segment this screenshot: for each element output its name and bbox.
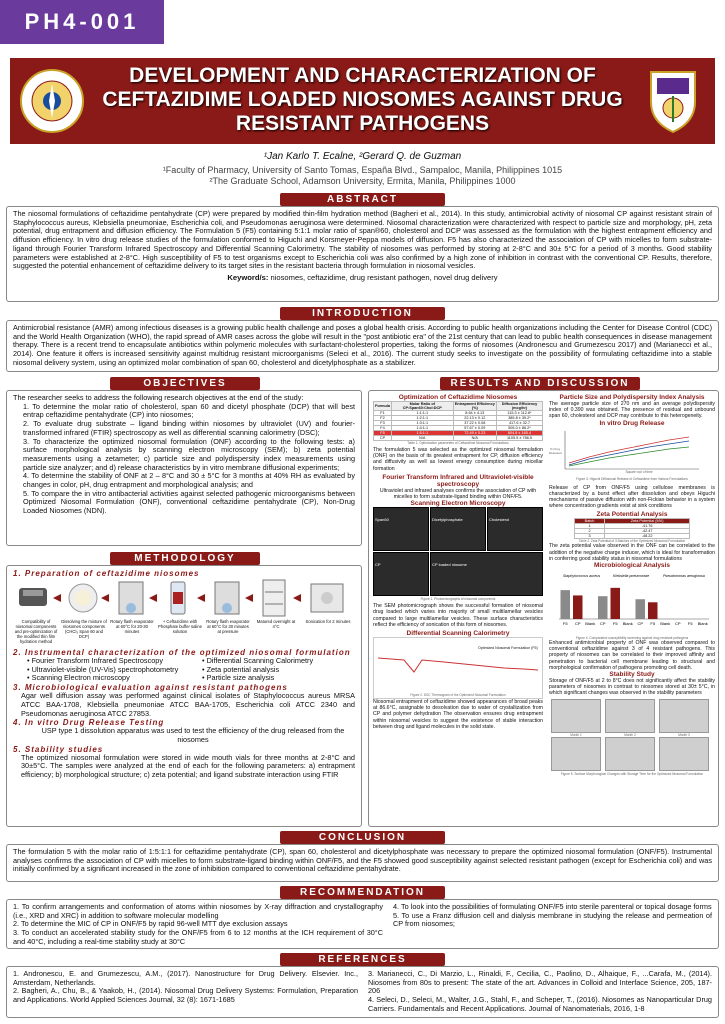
authors: ¹Jan Karlo T. Ecalne, ²Gerard Q. de Guzman — [263, 151, 462, 162]
abstract-heading: ABSTRACT — [280, 193, 445, 206]
objectives-list — [13, 403, 355, 516]
tick-label: F5 — [650, 621, 656, 627]
sem-title: Scanning Electron Microscopy — [410, 500, 506, 508]
tick-label: CP — [637, 621, 644, 627]
figure-4-caption: Figure 4. Comparative susceptibility screening against drug resistant pathogens — [575, 636, 689, 641]
prep-step: Rotary flash evaporator at 60°C for 30 minutes at pressure — [206, 619, 250, 634]
method-step-4-title: 4. In vitro Drug Release Testing — [13, 718, 165, 728]
preparation-flow — [13, 578, 355, 648]
figure-1-caption: Figure 1. Photomicrographs of niosomal components — [420, 597, 496, 602]
sem-image: Dicetylphosphate — [430, 507, 486, 551]
objective-item: 3. To characterize the optimized niosomal formulation (ONF) according to the following tests: a) surface morphological analysis by scanning electron microscopy (SEM); b) zeta potential measurements using a zetameter; c) particle size and polydispersity index measurements using particle size analyzer; and d) release characteristics by in vitro membrane diffusional experiments; — [23, 436, 355, 472]
objectives-heading: OBJECTIVES — [110, 377, 260, 390]
recommendation-item: 5. To use a Franz diffusion cell and dialysis membrane in studying the release and permeation of CP from niosomes; — [393, 910, 712, 929]
prep-step: Dissolving the mixture of niosomes components (CHCl₃ Span 60 and DCP) — [61, 619, 107, 639]
objective-item: 2. To evaluate drug substrate – ligand binding within niosomes by ultraviolet (UV) and fourier-transformed infrared (FTIR) spectroscopy as well as differential scanning calorimetry (DSC); — [23, 419, 355, 437]
legend-entry: Pseudomonas aeruginosa — [663, 574, 705, 579]
release-title: In vitro Drug Release — [599, 419, 665, 427]
sem-image: Cholesterol — [487, 507, 543, 551]
abstract-box — [6, 206, 719, 302]
stability-label: Month 2 — [624, 732, 636, 737]
sem-image: CP — [373, 552, 429, 596]
keywords-label: Keyword/s: — [227, 272, 269, 282]
dsc-title: Differential Scanning Calorimetry — [406, 630, 510, 638]
affiliation-1: ¹Faculty of Pharmacy, University of Santo Tomas, España Blvd., Sampaloc, Manila, Philippines 1015 — [162, 165, 563, 175]
sem-image: Span60 — [373, 507, 429, 551]
instrument-item: • Scanning Electron microscopy — [27, 673, 130, 683]
zeta-text: The zeta potential value observed in the ONF can be correlated to the addition of the negative charge inducer, which is ideal for transformation in conferring good stability status in niosomal formulations — [549, 543, 715, 562]
stability-label: Month 3 — [678, 732, 690, 737]
recommendation-item: 3. To conduct an accelerated stability study for the ONF/F5 from 6 to 12 months at the ICH requirement of 30°C and 40°C, including a real-time stability study at 30°C — [13, 928, 383, 946]
recommendation-box — [6, 899, 719, 949]
results-col-1 — [373, 394, 543, 730]
tick-label: F5 — [562, 621, 568, 627]
microbiological-bar-chart — [549, 569, 715, 631]
table-2-caption: Table 2. Zeta Potential of 3 Batches of the Optimized Niosomal Formulation — [578, 539, 686, 544]
stability-image — [605, 699, 655, 733]
prep-step: Matured overnight at 4°C — [256, 619, 296, 629]
methodology-heading: METHODOLOGY — [110, 552, 260, 565]
ftir-text: Ultraviolet and infrared analyses confirms the association of CP with micelles to form substrate-ligand binding within ONF/F5. — [379, 487, 537, 501]
introduction-heading: INTRODUCTION — [280, 307, 445, 320]
sem-text: The SEM photomicrograph shows the successful formation of niosomal drug loaded which varies into majority of small multilamellar vesicles compared to large multilamellar vesicles. These surface characteristics reflect the efficiency of sonication of this form of niosomes. — [373, 603, 543, 628]
conclusion-box — [6, 844, 719, 882]
bar — [648, 602, 658, 619]
conclusion-text: The formulation 5 with the molar ratio of 1:5:1:1 for ceftazidime pentahydrate (CP), span 60, cholesterol and dicetylphosphate was necessary to prepare the optimized niosomal formulation (ONF/F5). Instrumental analyses confirms the association of CP with micelles to form substrate-ligand binding within ONF/F5, and the F5 showed good susceptibility against selected resistant pathogen (except for Escherichia coli) and was initially confirmed by a significant increased in the zone of inhibition compared to conventional ceftazidime pentahydrate. — [13, 847, 712, 874]
particle-size-title: Particle Size and Polydispersity Index Analysis — [559, 394, 705, 401]
stability-title: Stability Study — [609, 671, 655, 679]
recommendation-item: 1. To confirm arrangements and conformation of atoms within niosomes by X-ray diffraction and crystallography (i.e., XRD and XRC) in addition to software molecular modelling — [13, 902, 383, 920]
instrument-list — [13, 657, 355, 683]
legend-entry: Klebsiella pneumoniae — [613, 574, 650, 579]
zeta-title: Zeta Potential Analysis — [596, 511, 668, 519]
references-right — [368, 970, 712, 1014]
sem-image: CP loaded niosome — [430, 552, 543, 596]
method-step-3-text: Agar well diffusion assay was performed against clinical isolates of Staphylococcus aureus MRSA ATCC BAA-1708, Klebsiella pneumoniae ATCC BAA-1705, Escherichia coli ATCC 2340 and Pseudomonas aeruginosa ATCC 27853. — [21, 691, 355, 718]
optimization-table: Formula Molar Ratio of CP:Span60:Chol:DCP Entrapment Efficiency (%) Diffusion Efficiency (mcg/hr) F1 1:1:1:1 8.64 ± 4.13 115.3 ± 112.6* F2 1:2:1:1 22.13 ± 0.12 385.8 ± 39.2* F3 1:3:1:1 37.22 ± 0.08 417.6 ± 32.7 F4 1:4:1:1 57.67 ± 0.09 505.0 ± 86.2* F5 1:5:1:1 72.49 ± 0.23 604.8 ± 165.4 CP N/A N/A 1105.5 ± 786.5 — [373, 401, 543, 441]
bar — [598, 596, 608, 619]
optimization-title: Optimization of Ceftazidime Niosomes — [398, 394, 518, 401]
stability-grid — [549, 697, 715, 779]
stability-image — [551, 737, 601, 771]
stability-image — [605, 737, 655, 771]
stability-image — [551, 699, 601, 733]
tick-label: Blank — [697, 621, 708, 627]
conclusion-heading: CONCLUSION — [280, 831, 445, 844]
dsc-legend: Optimized Niosomal Formulation (F5) — [478, 646, 538, 651]
keywords — [13, 273, 712, 282]
tick-label: CP — [599, 621, 606, 627]
method-step-1-title: 1. Preparation of ceftazidime niosomes — [13, 569, 200, 578]
optimization-text: The formulation 5 was selected as the optimized niosomal formulation (ONF) on the basis of its greatest entrapment for CP, diffusion efficiency and diffusivity as well as lowest energy consumption during micellar formation — [373, 447, 543, 472]
dsc-text: Niosomal entrapment of ceftazidime showed appearances of broad peaks at 86.6°C, assignable to desolvation due to water of crystallization from CP and polymer dehydration The observation ensures drug entrapment within niosomal vesicles to suggest the existence of stable interaction between drug and ligand molecules in the solid state. — [373, 699, 543, 730]
method-step-4-text: USP type 1 dissolution apparatus was used to test the efficiency of the drug released from the niosomes — [41, 726, 345, 744]
tick-label: CP — [574, 621, 581, 627]
objectives-box — [6, 390, 362, 546]
results-heading: RESULTS AND DISCUSSION — [440, 377, 640, 390]
bar — [611, 588, 621, 619]
prep-step: Rotary flash evaporator at 60°C for 20-30 minutes — [110, 619, 154, 634]
stability-image — [659, 699, 709, 733]
particle-size-text: The average particle size of 270 nm and an average polydispersity index of 0.390 was obtained. The presence of residual and unbound span 60, cholesterol and DCP may contribute to this heterogeneity. — [549, 401, 715, 420]
tick-label: F5 — [687, 621, 693, 627]
dsc-thermogram — [373, 637, 543, 699]
instrument-item: • Differential Scanning Calorimetry — [202, 656, 314, 665]
instrument-item: • Particle size analysis — [202, 673, 275, 683]
bar — [636, 599, 646, 619]
micro-text: Enhanced antimicrobial property of ONF was observed compared to conventional ceftazidime against 3 of 4 resistant pathogens. This property of niosomes can be correlated to their improved affinity and penetration to bacterial cell membrane leading to structural and morphological confirmation of pathogens promoting cell death. — [549, 640, 715, 671]
stability-text: Storage of ONF/F5 at 2 to 8°C does not significantly affect the stability parameters of niosomes in contrast to niosomes stored at 30± 5°C, in which significant changes was observed in the stability parameters — [549, 678, 715, 697]
abstract-text: The niosomal formulations of ceftazidime pentahydrate (CP) were prepared by modified thin-film hydration method (Bagheri et al., 2014). In this study, antimicrobial activity of niosomal CP against resistant strain of Staphylococcus aureus, Klebsiella pneumoniae, Escherichia coli, and Pseudomonas aeruginosa were determined. Niosomal characterization were characterized with respect to particle size and morphology, pH, zeta potential, drug entrapment and diffusion efficiency. The Formulation 5 (F5) containing 5:1:1 molar ratio of span®60, cholesterol and DCP was assessed as the formulation with the highest entrapment efficiency and diffusion efficiency. In vitro drug release studies of the formulation conformed to Higuchi and Korsmeyer-Peppa models of diffusion. F5 has also characterized the association of CP with micelles to form substrate-ligand through Fourier Transform Infrared Spectroscopy and Differential Scanning Calorimetry. The stability of niosomes was performed by storing at 2-8°C and 30± 5°C for a period of 3 months. Good stability parameters were established at 2-8°C. High susceptibility of F5 to test organisms except to Escherichia coli was also confirmed by a high zone of inhibition in contrast with the conventional CP. Results, therefore, suggested the potential enhancement of ceftazidime delivery to its target sites in the resistant bacteria through formulation in niosomal vesicles. — [13, 209, 712, 271]
instrument-item: • Ultraviolet-visible (UV-Vis) spectrophotometry — [27, 664, 179, 674]
recommendation-left — [13, 903, 383, 945]
release-text: Release of CP from ONF/F5 using cellulose membranes is characterized by a burst effect after dissolution and obeys Higuchi mechanisms of passive diffusion with non-Fickian behavior in a system where concentration gradients exist at sink conditions — [549, 484, 715, 510]
release-ylabel: % Drug Released — [549, 446, 562, 455]
tick-label: F5 — [612, 621, 618, 627]
tick-label: Blank — [660, 621, 671, 627]
introduction-box — [6, 320, 719, 372]
instrument-item: • Fourier Transform Infrared Spectroscopy — [27, 656, 163, 665]
recommendation-heading: RECOMMENDATION — [280, 886, 445, 899]
recommendation-right — [393, 903, 712, 945]
stability-label: Month 1 — [570, 732, 582, 737]
micro-title: Microbiological Analysis — [594, 562, 670, 570]
bar — [573, 595, 583, 619]
method-step-5-text: The optimized niosomal formulation were stored in wide mouth vials for three months at 2-8°C and 30±5°C. The samples were analyzed at the end of each for the following parameters: a) entrapment efficiency; b) morphological structure; c) zeta potential; and ligand substrate interaction using FTIR — [21, 752, 355, 780]
objectives-intro: The researcher seeks to address the following research objectives at the end of the study: — [13, 393, 304, 402]
pharmacy-seal-icon — [639, 66, 707, 136]
table-1-caption: Table 1. Optimization parameters of Ceftazidime Niosomal Formulations — [407, 441, 509, 445]
method-step-3-title: 3. Microbiological evaluation against resistant pathogens — [13, 683, 288, 693]
reference-item: 1. Andronescu, E. and Grumezescu, A.M., (2017). Nanostructure for Drug Delivery. Elsevier. Inc., Amsterdam, Netherlands. — [13, 969, 358, 987]
bar — [561, 590, 571, 619]
objective-item: 1. To determine the molar ratio of cholesterol, span 60 and dicetyl phosphate (DCP) that will best entrap ceftazidime pentahydrate (CP) into niosomes; — [23, 401, 355, 420]
keywords-text: niosomes, ceftazidime, drug resistant pathogen, novel drug delivery — [270, 272, 498, 282]
references-heading: REFERENCES — [280, 953, 445, 966]
figure-5-caption: Figure 5. Surface Morphological Changes with Storage Time for the Optimized Niosomal Formulation — [560, 771, 704, 776]
recommendation-item: 4. To look into the possibilities of formulating ONF/F5 into sterile parenteral or topical dosage forms — [393, 902, 712, 911]
prep-step: Compatibility of niosomal components and pre-optimization of the modified thin film hydration method — [14, 619, 58, 644]
poster-code: PH4-001 — [0, 0, 164, 44]
tick-label: Blank — [622, 621, 633, 627]
instrument-item: • Zeta potential analysis — [202, 664, 280, 674]
tick-label: Blank — [585, 621, 596, 627]
sem-grid — [373, 507, 543, 603]
objective-item: 5. To compare the in vitro antibacterial activities against selected pathogenic microorganisms between Optimized Niosomal Formulation (ONF), conventional ceftazidime pentahydrate (CP), Non-Drug Loaded Niosomes (NDN). — [23, 488, 355, 516]
stability-image — [659, 737, 709, 771]
reference-item: 4. Seleci, D., Seleci, M., Walter, J.G., Stahl, F., and Scheper, T., (2016). Niosomes as Nanoparticular Drug Carriers. Fundamentals and Recent Applications. Journal of Nanomaterials, 2016, 1-8 — [368, 995, 712, 1013]
objective-item: 4. To determine the stability of ONF at 2 – 8°C and 30 ± 5°C for 3 months at 40% RH as evaluated by changes in color, pH, drug entrapment and morphological analysis; and — [23, 471, 355, 490]
reference-item: 2. Bagheri, A., Chu, B., & Yaakob, H., (2014). Niosomal Drug Delivery Systems: Formulation, Preparation and Applications. World Applied Sciences Journal, 32 (8): 1671-1685 — [13, 986, 358, 1005]
release-xlabel: Square root of time — [625, 469, 653, 474]
prep-step: + Ceftazidime with Phosphate buffer saline solution — [158, 619, 202, 634]
methodology-box — [6, 565, 362, 827]
figure-3-caption: Figure 3. Higuchi Diffusional Release of Ceftazidime from Various Formulations — [576, 476, 688, 481]
zeta-table: Batch Zeta Potential (MV) 1 -41.76 2 -42.47 3 -48.22 — [574, 518, 690, 539]
title-banner — [10, 58, 715, 144]
recommendation-item: 2. To determine the MIC of CP in ONF/F5 by rapid 96-well MTT dye exclusion assays — [13, 919, 288, 929]
prep-step: Sonication for 2 minutes — [305, 619, 351, 624]
results-box — [368, 390, 719, 827]
poster-title: DEVELOPMENT AND CHARACTERIZATION OF CEFTAZIDIME LOADED NIOSOMES AGAINST DRUG RESISTANT PATHOGENS — [102, 64, 623, 135]
results-col-2 — [549, 394, 715, 779]
references-left — [13, 970, 358, 1014]
legend-entry: Staphylococcus aureus — [563, 574, 601, 579]
method-step-2-title: 2. Instrumental characterization of the optimized niosomal formulation — [13, 648, 351, 657]
ust-seal-icon — [18, 66, 86, 136]
ftir-title: Fourier Transform Infrared and Ultraviolet-visible spectroscopy — [382, 473, 534, 488]
affiliation-2: ²The Graduate School, Adamson University, Ermita, Manila, Philippines 1000 — [209, 176, 516, 186]
references-box — [6, 966, 719, 1018]
figure-2-caption: Figure 2. DSC Thermogram of the Optimized Niosomal Formulation — [410, 693, 506, 698]
tick-label: CP — [674, 621, 681, 627]
introduction-text: Antimicrobial resistance (AMR) among infectious diseases is a growing public health challenge and poses a global health crisis. According to public health organizations including the Center for Disease Control (CDC) and the World Health Organization (WHO), the rapid spread of AMR cases across the globe will result in the "post antibiotic era" of the 21st century that can lead to public health consequences in disease management therapy. There is a recent trend to encapsulate antibiotics within polymeric molecules with surfactant-cholesterol properties, taking the forms of niosomes (Andronescu and Grumezescu 2017) and (Marianecci et al., 2014). One feature it offers is increased sensitivity against multidrug resistant microorganisms (Seleci et al., 2016). The current study seeks to investigate on the possibility of formulating ceftazidime into a stable niosomal delivery system, using an optimized molar combination of span 60, cholesterol and dicetylphosphate as a stabilizer. — [13, 323, 712, 367]
method-step-5-title: 5. Stability studies — [13, 744, 104, 754]
reference-item: 3. Marianecci, C., Di Marzio, L., Rinaldi, F., Cecilia, C., Paolino, D., Alhaique, F., ...Carafa, M., (2014). Niosomes from 80s to present: The state of the art. Advances in Colloid and Interface Science, 205, 187-206 — [368, 969, 712, 996]
release-chart — [549, 427, 715, 485]
